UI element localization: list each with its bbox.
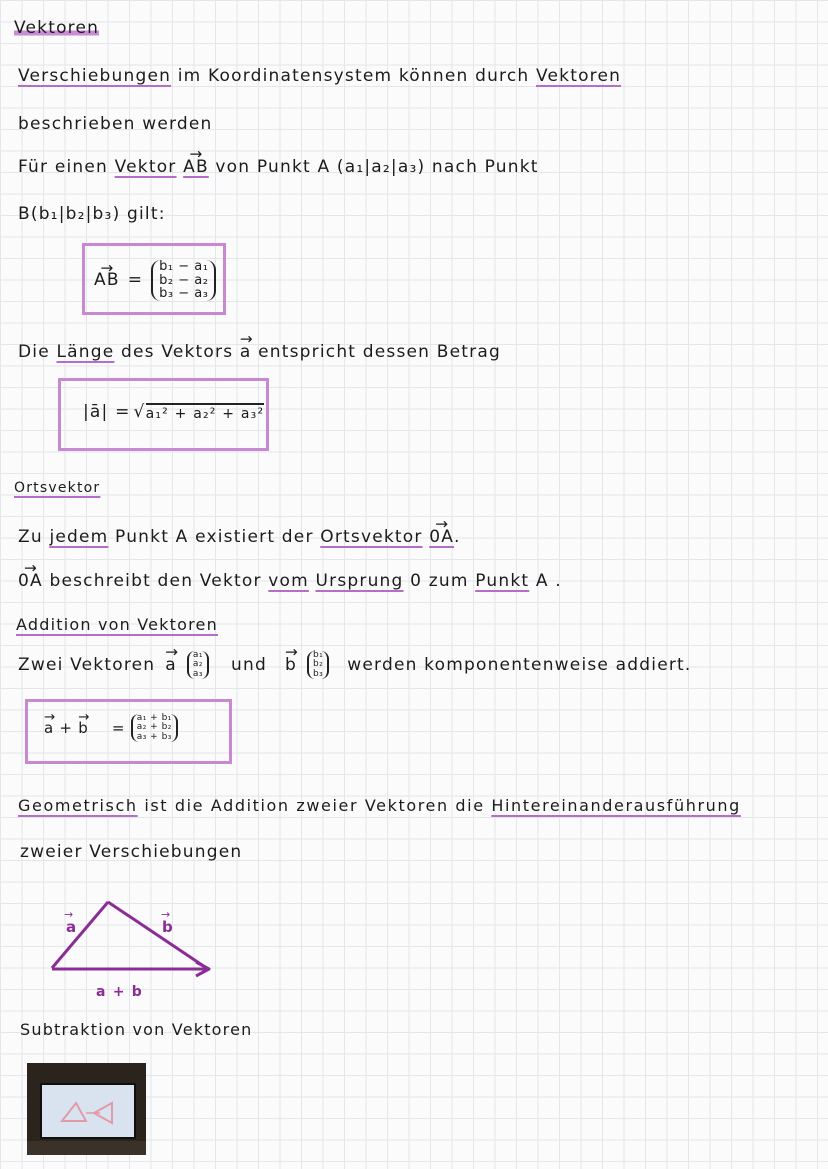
addition-sentence: [18, 651, 692, 679]
intro-rest: im Koordinatensystem können durch: [177, 66, 530, 86]
formula-add-row: a₁ + b₁: [136, 713, 172, 723]
photo-stand: [27, 1141, 146, 1155]
geo-word: Geometrisch: [18, 796, 138, 815]
formula-add-row: a₂ + b₂: [136, 722, 172, 733]
ab-part1: Für einen: [18, 157, 109, 177]
add-a-column: [187, 651, 209, 679]
ov-line2-vector: → 0A: [18, 571, 43, 591]
formula-ab-row: b₂ − a₂: [159, 272, 209, 288]
formula-ab-column: [151, 260, 216, 301]
add-b-row: b₃: [312, 668, 324, 679]
subtraction-heading: [20, 1020, 252, 1039]
title-text: Vektoren: [14, 18, 100, 38]
ov-part-b: Punkt A existiert der: [115, 527, 314, 547]
ov-punkt: Punkt: [475, 571, 530, 591]
subtraction-photo: [27, 1063, 146, 1155]
triangle-arrow-a-icon: →: [64, 908, 75, 921]
add-b-row: b₂: [312, 659, 324, 670]
formula-add-row: a₃ + b₃: [136, 731, 172, 742]
add-a-row: a₁: [192, 650, 204, 660]
vector-triangle-diagram: [40, 890, 230, 1010]
ov-line2-b: 0 zum: [410, 571, 469, 591]
ab-sentence-line-2: [18, 204, 166, 224]
triangle-label-sum: a + b: [96, 984, 143, 1000]
length-sentence: [18, 342, 501, 362]
formula-length-box: [58, 378, 269, 451]
ortsvektor-heading-text: Ortsvektor: [14, 480, 101, 496]
formula-addition-box: [25, 699, 232, 764]
formula-add-plus: +: [59, 719, 74, 738]
triangle-label-b: b: [162, 918, 174, 936]
ortsvektor-heading: [14, 480, 100, 496]
geometric-line-2: [20, 842, 242, 862]
formula-length-radicand: a₁² + a₂² + a₃²: [146, 403, 265, 422]
formula-add-b: → b: [78, 719, 89, 737]
page-title: [14, 18, 99, 38]
ov-part-a: Zu: [18, 527, 43, 547]
ov-line2-c: A .: [535, 571, 562, 591]
formula-add-a: → a: [44, 719, 54, 737]
intro-line-1: [18, 66, 621, 86]
triangle-label-a: a: [66, 918, 78, 936]
intro-line-2: [18, 114, 213, 134]
ab-line2-text: B(b₁|b₂|b₃) gilt:: [18, 204, 166, 224]
ov-ortsvektor-word: Ortsvektor: [320, 527, 423, 547]
ab-sentence-line-1: [18, 157, 539, 177]
formula-addition: [44, 714, 178, 742]
formula-length: [83, 402, 264, 422]
add-b-row: b₁: [312, 650, 324, 660]
ortsvektor-line-1: [18, 527, 461, 547]
length-part1: Die: [18, 342, 50, 362]
triangle-lines: [52, 902, 209, 976]
ov-jedem: jedem: [49, 527, 109, 547]
length-part3: entspricht dessen Betrag: [258, 342, 501, 362]
addition-heading: [16, 615, 218, 634]
vector-b-line: [108, 902, 208, 969]
formula-ab-lhs: → AB: [94, 270, 120, 290]
add-und: und: [231, 655, 267, 676]
geometric-line-1: [18, 796, 741, 815]
ov-vector-name: → 0A: [429, 527, 454, 547]
formula-add-column: [131, 714, 178, 742]
add-b-column: [307, 651, 329, 679]
photo-triangle-left: [62, 1103, 86, 1121]
ov-vom: vom: [268, 571, 309, 591]
add-line-b: werden komponentenweise addiert.: [347, 655, 692, 676]
formula-add-eq: =: [111, 719, 126, 738]
ov-ursprung: Ursprung: [315, 571, 404, 591]
formula-length-lhs: |ā| =: [83, 402, 131, 422]
add-vector-b: → b: [285, 655, 297, 675]
geo-term: Hintereinanderausführung: [491, 796, 741, 815]
intro-line-2-text: beschrieben werden: [18, 114, 213, 134]
formula-ab: [94, 260, 216, 301]
subtraction-heading-text: Subtraktion von Vektoren: [20, 1020, 253, 1039]
ov-period: .: [454, 527, 461, 547]
ov-line2-a: beschreibt den Vektor: [49, 571, 262, 591]
vector-a-line: [52, 902, 108, 968]
intro-vectors-word: Vektoren: [536, 66, 622, 86]
triangle-arrow-b-icon: →: [161, 908, 172, 921]
photo-screen-drawing: [42, 1085, 134, 1137]
formula-ab-row: b₁ − a₁: [159, 259, 209, 274]
ab-vektor-word: Vektor: [114, 157, 177, 177]
ab-part2: von Punkt A (a₁|a₂|a₃) nach Punkt: [215, 157, 539, 177]
add-a-row: a₃: [192, 668, 204, 679]
length-vector-a: → a: [240, 342, 252, 362]
ab-vector-name: → AB: [183, 157, 209, 177]
length-laenge: Länge: [56, 342, 115, 362]
add-line-a: Zwei Vektoren: [18, 655, 156, 676]
add-a-row: a₂: [192, 659, 204, 670]
intro-highlight: Verschiebungen: [18, 66, 172, 86]
formula-ab-eq: =: [127, 270, 144, 291]
sqrt-icon: √: [133, 402, 146, 422]
photo-screen: [40, 1083, 136, 1139]
formula-ab-row: b₃ − a₃: [159, 286, 209, 302]
ortsvektor-line-2: [18, 571, 562, 591]
length-part2: des Vektors: [121, 342, 234, 362]
formula-ab-box: [82, 243, 226, 315]
geo-line2-text: zweier Verschiebungen: [20, 842, 243, 862]
geo-mid: ist die Addition zweier Vektoren die: [144, 796, 485, 815]
addition-heading-text: Addition von Vektoren: [16, 615, 218, 634]
add-vector-a: → a: [165, 655, 177, 675]
